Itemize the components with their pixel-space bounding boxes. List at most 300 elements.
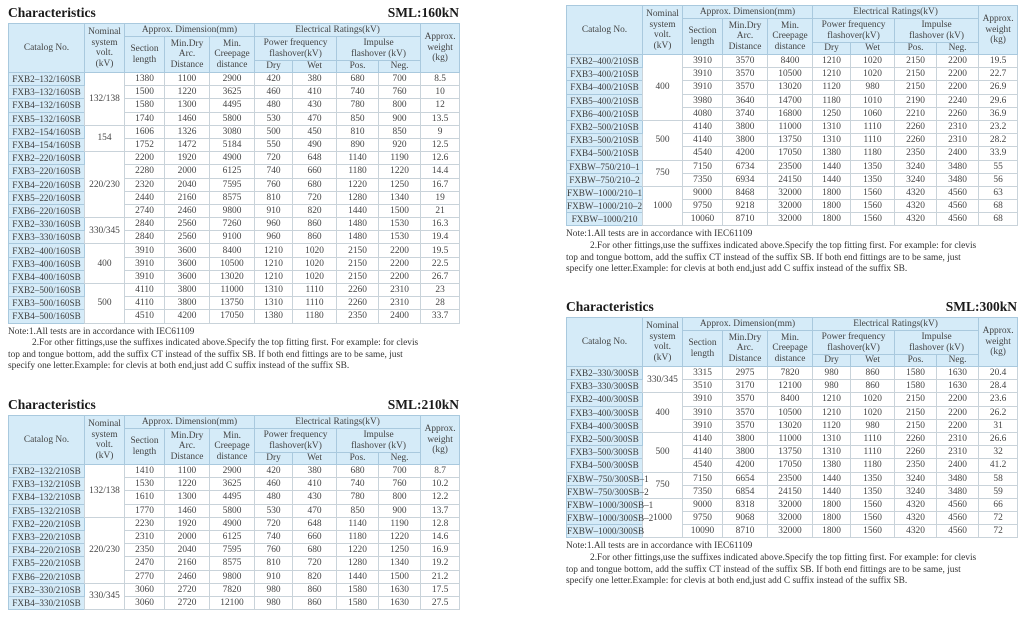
catalog-no: FXB3–500/210SB <box>567 134 643 147</box>
section-length: 3910 <box>683 68 723 81</box>
pf-dry: 1210 <box>813 68 851 81</box>
section-length: 2280 <box>125 165 165 178</box>
creepage-distance: 13750 <box>768 134 813 147</box>
col-header-electrical: Electrical Ratings(kV) <box>813 318 979 331</box>
col-header-power-frequency: Power frequency flashover(kV) <box>255 37 337 61</box>
creepage-distance: 2900 <box>210 465 255 478</box>
pf-wet: 660 <box>293 165 337 178</box>
dry-arc-distance: 3800 <box>723 446 768 459</box>
section-length: 1500 <box>125 86 165 99</box>
section-length: 3910 <box>125 244 165 257</box>
col-header-impulse: Impulse flashover (kV) <box>337 429 421 453</box>
pf-wet: 860 <box>293 596 337 609</box>
weight: 56 <box>979 173 1018 186</box>
creepage-distance: 7820 <box>768 367 813 380</box>
dry-arc-distance: 8468 <box>723 186 768 199</box>
section-length: 3060 <box>125 596 165 609</box>
weight: 55 <box>979 160 1018 173</box>
pf-wet: 660 <box>293 530 337 543</box>
pf-wet: 860 <box>293 583 337 596</box>
section-length: 1770 <box>125 504 165 517</box>
impulse-neg: 1630 <box>937 380 979 393</box>
col-header-impulse: Impulse flashover (kV) <box>895 19 979 43</box>
dry-arc-distance: 3800 <box>723 120 768 133</box>
col-header-dry-arc: Min.Dry Arc. Distance <box>165 37 210 73</box>
catalog-no: FXBW–750/210–2 <box>567 173 643 186</box>
table-row <box>567 200 1018 213</box>
dry-arc-distance: 1460 <box>165 504 210 517</box>
weight: 26.7 <box>421 270 460 283</box>
impulse-pos: 1580 <box>337 583 379 596</box>
pf-dry: 1440 <box>813 160 851 173</box>
catalog-no: FXB6–220/210SB <box>9 570 85 583</box>
pf-wet: 1110 <box>851 134 895 147</box>
nominal-volt: 330/345 <box>85 583 125 609</box>
pf-wet: 860 <box>851 380 895 393</box>
dry-arc-distance: 3800 <box>165 297 210 310</box>
pf-dry: 420 <box>255 73 293 86</box>
col-header-wet: Wet <box>851 43 895 55</box>
section-length: 2310 <box>125 530 165 543</box>
pf-wet: 380 <box>293 465 337 478</box>
impulse-neg: 2400 <box>379 310 421 323</box>
section-length: 9000 <box>683 498 723 511</box>
dry-arc-distance: 2460 <box>165 570 210 583</box>
catalog-no: FXBW–1000/300SB–1 <box>567 499 654 510</box>
col-header-weight: Approx. weight (kg) <box>421 24 460 73</box>
col-header-neg: Neg. <box>379 61 421 73</box>
section-length: 1610 <box>125 491 165 504</box>
col-header-creepage: Min. Creepage distance <box>768 19 813 55</box>
pf-dry: 960 <box>255 231 293 244</box>
creepage-distance: 13750 <box>768 446 813 459</box>
creepage-distance: 32000 <box>768 525 813 538</box>
impulse-pos: 2150 <box>895 393 937 406</box>
pf-wet: 980 <box>851 81 895 94</box>
impulse-neg: 800 <box>379 491 421 504</box>
pf-dry: 810 <box>255 557 293 570</box>
impulse-pos: 740 <box>337 86 379 99</box>
table-row <box>9 86 460 99</box>
catalog-no: FXB4–400/210SB <box>567 81 643 94</box>
weight: 19.5 <box>421 244 460 257</box>
dry-arc-distance: 9218 <box>723 200 768 213</box>
nominal-volt: 400 <box>643 55 683 121</box>
impulse-pos: 2150 <box>337 257 379 270</box>
creepage-distance: 10500 <box>210 257 255 270</box>
section-title: Characteristics <box>566 299 654 314</box>
table-row <box>9 257 460 270</box>
pf-dry: 1120 <box>813 419 851 432</box>
impulse-pos: 1280 <box>337 191 379 204</box>
impulse-neg: 1220 <box>379 165 421 178</box>
pf-wet: 720 <box>293 557 337 570</box>
pf-wet: 1110 <box>851 432 895 445</box>
col-header-section-length: Section length <box>125 37 165 73</box>
spec-table <box>566 5 1018 226</box>
impulse-pos: 890 <box>337 138 379 151</box>
table-row <box>567 393 1018 406</box>
pf-wet: 1350 <box>851 485 895 498</box>
weight: 19 <box>421 191 460 204</box>
pf-wet: 1020 <box>293 257 337 270</box>
table-row <box>567 55 1018 68</box>
pf-wet: 1180 <box>293 310 337 323</box>
section-length: 1740 <box>125 112 165 125</box>
dry-arc-distance: 1220 <box>165 478 210 491</box>
dry-arc-distance: 8710 <box>723 213 768 226</box>
impulse-pos: 4320 <box>895 200 937 213</box>
impulse-neg: 920 <box>379 138 421 151</box>
catalog-no: FXBW–1000/210–1 <box>567 187 643 198</box>
impulse-pos: 3240 <box>895 160 937 173</box>
dry-arc-distance: 3800 <box>723 134 768 147</box>
dry-arc-distance: 6654 <box>723 472 768 485</box>
weight: 27.5 <box>421 596 460 609</box>
weight: 31 <box>979 419 1018 432</box>
impulse-pos: 780 <box>337 99 379 112</box>
pf-dry: 530 <box>255 504 293 517</box>
impulse-neg: 1630 <box>937 367 979 380</box>
weight: 10.2 <box>421 478 460 491</box>
pf-dry: 1310 <box>813 134 851 147</box>
impulse-neg: 2200 <box>379 244 421 257</box>
section-length: 1580 <box>125 99 165 112</box>
weight: 12.8 <box>421 517 460 530</box>
impulse-pos: 1580 <box>337 596 379 609</box>
dry-arc-distance: 3570 <box>723 81 768 94</box>
impulse-neg: 1630 <box>379 596 421 609</box>
nominal-volt: 154 <box>85 125 125 151</box>
col-header-catalog: Catalog No. <box>9 24 85 73</box>
creepage-distance: 3625 <box>210 86 255 99</box>
table-row <box>567 147 1018 160</box>
weight: 14.4 <box>421 165 460 178</box>
catalog-no: FXB2–132/160SB <box>9 73 85 86</box>
weight: 21.2 <box>421 570 460 583</box>
creepage-distance: 13750 <box>210 297 255 310</box>
weight: 9 <box>421 125 460 138</box>
impulse-pos: 2260 <box>895 120 937 133</box>
creepage-distance: 32000 <box>768 200 813 213</box>
catalog-no: FXB3–400/300SB <box>567 406 643 419</box>
pf-dry: 810 <box>255 191 293 204</box>
creepage-distance: 5800 <box>210 504 255 517</box>
pf-wet: 1180 <box>851 147 895 160</box>
col-header-neg: Neg. <box>937 355 979 367</box>
creepage-distance: 13020 <box>210 270 255 283</box>
creepage-distance: 9800 <box>210 204 255 217</box>
impulse-neg: 1530 <box>379 231 421 244</box>
dry-arc-distance: 3570 <box>723 68 768 81</box>
weight: 68 <box>979 200 1018 213</box>
impulse-neg: 3480 <box>937 160 979 173</box>
col-header-impulse: Impulse flashover (kV) <box>895 331 979 355</box>
catalog-no: FXB2–330/300SB <box>567 367 643 380</box>
section-length: 3910 <box>683 419 723 432</box>
table-row <box>9 583 460 596</box>
pf-dry: 1250 <box>813 107 851 120</box>
impulse-neg: 2310 <box>937 446 979 459</box>
pf-dry: 1800 <box>813 498 851 511</box>
catalog-no: FXB3–500/300SB <box>567 446 643 459</box>
pf-wet: 1020 <box>851 406 895 419</box>
impulse-neg: 4560 <box>937 512 979 525</box>
table-row <box>567 446 1018 459</box>
pf-wet: 860 <box>851 367 895 380</box>
table-row <box>567 419 1018 432</box>
impulse-neg: 1190 <box>379 152 421 165</box>
col-header-power-frequency: Power frequency flashover(kV) <box>813 19 895 43</box>
creepage-distance: 4900 <box>210 517 255 530</box>
impulse-neg: 1500 <box>379 570 421 583</box>
table-row <box>9 504 460 517</box>
pf-wet: 860 <box>293 218 337 231</box>
creepage-distance: 32000 <box>768 512 813 525</box>
weight: 13.5 <box>421 112 460 125</box>
weight: 41.2 <box>979 459 1018 472</box>
creepage-distance: 2900 <box>210 73 255 86</box>
impulse-pos: 1180 <box>337 165 379 178</box>
impulse-neg: 2240 <box>937 94 979 107</box>
impulse-neg: 900 <box>379 504 421 517</box>
dry-arc-distance: 2000 <box>165 165 210 178</box>
col-header-pos: Pos. <box>337 453 379 465</box>
impulse-neg: 1250 <box>379 544 421 557</box>
dry-arc-distance: 4200 <box>165 310 210 323</box>
col-header-creepage: Min. Creepage distance <box>210 429 255 465</box>
impulse-pos: 680 <box>337 465 379 478</box>
pf-dry: 420 <box>255 465 293 478</box>
impulse-neg: 3480 <box>937 485 979 498</box>
creepage-distance: 12100 <box>768 380 813 393</box>
section-length: 1380 <box>125 73 165 86</box>
weight: 8.5 <box>421 73 460 86</box>
pf-dry: 1120 <box>813 81 851 94</box>
pf-dry: 980 <box>255 596 293 609</box>
table-row <box>9 204 460 217</box>
weight: 26.9 <box>979 81 1018 94</box>
table-row <box>567 472 1018 485</box>
impulse-pos: 780 <box>337 491 379 504</box>
section-length: 4140 <box>683 134 723 147</box>
note: Note:1.All tests are in accordance with IEC61109 2.For other fittings,use the suffixes indicated above.Specify the top fitting first. For example: for clevis top and tongue bottom, add the suffix CT instead of the suffix SB. If both end fittings are to be same, just specify one letter.Example: for clevis at both end,just add C suffix instead of the suffix SB. <box>8 326 419 372</box>
weight: 22.7 <box>979 68 1018 81</box>
col-header-dry-arc: Min.Dry Arc. Distance <box>165 429 210 465</box>
impulse-neg: 3480 <box>937 472 979 485</box>
creepage-distance: 8400 <box>210 244 255 257</box>
pf-wet: 470 <box>293 504 337 517</box>
creepage-distance: 11000 <box>768 432 813 445</box>
col-header-nominal-volt: Nominal system volt. (kV) <box>643 6 683 55</box>
table-row <box>567 68 1018 81</box>
impulse-neg: 4560 <box>937 213 979 226</box>
col-header-electrical: Electrical Ratings(kV) <box>813 6 979 19</box>
impulse-pos: 2260 <box>337 284 379 297</box>
creepage-distance: 9100 <box>210 231 255 244</box>
section-length: 2350 <box>125 544 165 557</box>
creepage-distance: 6125 <box>210 165 255 178</box>
pf-dry: 460 <box>255 86 293 99</box>
dry-arc-distance: 4200 <box>723 147 768 160</box>
impulse-neg: 2200 <box>937 419 979 432</box>
table-row <box>567 459 1018 472</box>
impulse-neg: 2200 <box>937 68 979 81</box>
impulse-pos: 2350 <box>337 310 379 323</box>
impulse-neg: 900 <box>379 112 421 125</box>
col-header-catalog: Catalog No. <box>567 318 643 367</box>
section-header <box>8 395 459 415</box>
impulse-pos: 850 <box>337 504 379 517</box>
pf-wet: 820 <box>293 570 337 583</box>
col-header-dry-arc: Min.Dry Arc. Distance <box>723 19 768 55</box>
section-length: 4140 <box>683 432 723 445</box>
section-title: Characteristics <box>8 397 96 412</box>
table-row <box>567 380 1018 393</box>
dry-arc-distance: 3570 <box>723 393 768 406</box>
dry-arc-distance: 2720 <box>165 596 210 609</box>
section-title: Characteristics <box>8 5 96 20</box>
weight: 12.6 <box>421 152 460 165</box>
dry-arc-distance: 6734 <box>723 160 768 173</box>
impulse-neg: 2310 <box>379 284 421 297</box>
catalog-no: FXBW–750/300SB–1 <box>567 473 649 484</box>
pf-dry: 980 <box>813 367 851 380</box>
dry-arc-distance: 3570 <box>723 406 768 419</box>
weight: 29.6 <box>979 94 1018 107</box>
col-header-nominal-volt: Nominal system volt. (kV) <box>643 318 683 367</box>
col-header-wet: Wet <box>851 355 895 367</box>
impulse-neg: 2200 <box>379 257 421 270</box>
section-length: 7150 <box>683 160 723 173</box>
impulse-pos: 810 <box>337 125 379 138</box>
pf-wet: 860 <box>293 231 337 244</box>
section-length: 3910 <box>683 81 723 94</box>
catalog-no: FXB2–400/210SB <box>567 55 643 68</box>
table-row <box>9 284 460 297</box>
section-length: 4110 <box>125 284 165 297</box>
impulse-pos: 4320 <box>895 213 937 226</box>
weight: 58 <box>979 472 1018 485</box>
table-row <box>9 125 460 138</box>
col-header-electrical: Electrical Ratings(kV) <box>255 416 421 429</box>
creepage-distance: 3625 <box>210 478 255 491</box>
pf-wet: 1020 <box>293 244 337 257</box>
table-row <box>9 165 460 178</box>
section-length: 3910 <box>683 393 723 406</box>
col-header-dry: Dry <box>255 61 293 73</box>
creepage-distance: 7260 <box>210 218 255 231</box>
dry-arc-distance: 6934 <box>723 173 768 186</box>
impulse-neg: 1530 <box>379 218 421 231</box>
weight: 22.5 <box>421 257 460 270</box>
dry-arc-distance: 2560 <box>165 231 210 244</box>
catalog-no: FXB4–500/160SB <box>9 310 85 323</box>
creepage-distance: 8400 <box>768 55 813 68</box>
section-length: 4140 <box>683 446 723 459</box>
creepage-distance: 7595 <box>210 178 255 191</box>
pf-dry: 1800 <box>813 186 851 199</box>
catalog-no: FXBW–1000/300SB <box>567 526 645 537</box>
section-length: 1752 <box>125 138 165 151</box>
dry-arc-distance: 1472 <box>165 138 210 151</box>
weight: 13.7 <box>421 504 460 517</box>
pf-dry: 740 <box>255 530 293 543</box>
col-header-section-length: Section length <box>683 331 723 367</box>
impulse-neg: 1220 <box>379 530 421 543</box>
pf-dry: 1800 <box>813 525 851 538</box>
dry-arc-distance: 3600 <box>165 257 210 270</box>
section-length: 2840 <box>125 218 165 231</box>
catalog-no: FXB4–500/300SB <box>567 459 643 472</box>
table-row <box>9 138 460 151</box>
section-length: 2740 <box>125 204 165 217</box>
table-row <box>567 160 1018 173</box>
col-header-dimension: Approx. Dimension(mm) <box>125 24 255 37</box>
weight: 28.2 <box>979 134 1018 147</box>
catalog-no: FXB5–132/160SB <box>9 112 85 125</box>
impulse-neg: 2260 <box>937 107 979 120</box>
pf-dry: 480 <box>255 491 293 504</box>
pf-dry: 720 <box>255 517 293 530</box>
pf-dry: 1800 <box>813 512 851 525</box>
pf-wet: 1560 <box>851 525 895 538</box>
weight: 33.7 <box>421 310 460 323</box>
catalog-no: FXBW–750/300SB–2 <box>567 486 649 497</box>
impulse-neg: 800 <box>379 99 421 112</box>
catalog-no: FXB6–400/210SB <box>567 107 643 120</box>
table-row <box>9 99 460 112</box>
impulse-pos: 1180 <box>337 530 379 543</box>
note: Note:1.All tests are in accordance with IEC61109 2.For other fittings,use the suffixes indicated above.Specify the top fitting first. For example: for clevis top and tongue bottom, add the suffix CT instead of the suffix SB. If both end fittings are to be same, just specify one letter.Example: for clevis at both end,just add C suffix instead of the suffix SB. <box>566 229 977 275</box>
dry-arc-distance: 1920 <box>165 152 210 165</box>
creepage-distance: 10500 <box>768 406 813 419</box>
pf-dry: 1180 <box>813 94 851 107</box>
pf-dry: 500 <box>255 125 293 138</box>
sml-rating: SML:210kN <box>387 397 459 412</box>
nominal-volt: 220/230 <box>85 152 125 218</box>
dry-arc-distance: 2560 <box>165 218 210 231</box>
section-length: 3910 <box>683 55 723 68</box>
nominal-volt: 400 <box>643 393 683 433</box>
catalog-no: FXB2–220/160SB <box>9 152 85 165</box>
catalog-no: FXB4–330/210SB <box>9 596 85 609</box>
col-header-nominal-volt: Nominal system volt. (kV) <box>85 24 125 73</box>
creepage-distance: 24150 <box>768 173 813 186</box>
table-row <box>9 178 460 191</box>
creepage-distance: 9800 <box>210 570 255 583</box>
creepage-distance: 13020 <box>768 419 813 432</box>
section-length: 4510 <box>125 310 165 323</box>
impulse-pos: 3240 <box>895 173 937 186</box>
dry-arc-distance: 1460 <box>165 112 210 125</box>
impulse-pos: 2150 <box>895 406 937 419</box>
table-row <box>567 173 1018 186</box>
table-row <box>9 491 460 504</box>
nominal-volt: 132/138 <box>85 465 125 518</box>
pf-dry: 1800 <box>813 213 851 226</box>
col-header-electrical: Electrical Ratings(kV) <box>255 24 421 37</box>
creepage-distance: 11000 <box>768 120 813 133</box>
pf-wet: 490 <box>293 138 337 151</box>
pf-dry: 1210 <box>813 393 851 406</box>
impulse-neg: 2200 <box>937 81 979 94</box>
pf-wet: 380 <box>293 73 337 86</box>
nominal-volt: 750 <box>643 472 683 498</box>
creepage-distance: 8575 <box>210 191 255 204</box>
pf-wet: 680 <box>293 544 337 557</box>
creepage-distance: 4495 <box>210 99 255 112</box>
